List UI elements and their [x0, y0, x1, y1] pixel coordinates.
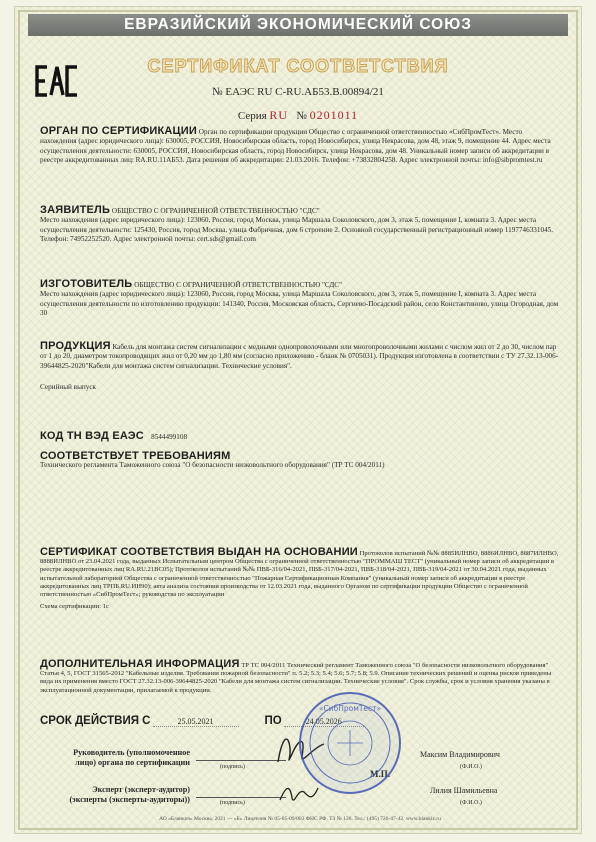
series-label: Серия	[237, 110, 267, 122]
applicant-heading: ЗАЯВИТЕЛЬ	[40, 204, 111, 216]
series-line	[0, 108, 596, 123]
organ-heading: ОРГАН ПО СЕРТИФИКАЦИИ	[40, 125, 197, 137]
requirements-text: Технического регламента Таможенного союза "О безопасности низковольтного оборудования" (ТР ТС 004/2011)	[40, 461, 385, 470]
head-name: Максим Владимирович	[420, 750, 500, 759]
extra-info-text: ТР ТС 004/2011 Технический регламент Таможенного союза "О безопасности низковольтного оборудования" Статья 4, 5, ГОСТ 31565-2012 "Кабельные изделия. Требования пожарной безопасности" п. 5.2; 5.3; 5.4; 5.6; 5.7; 5.8; 5.9. Описание технических решений и оценка рисков приведены вида их применения вместо ГОСТ 27.32.13-006-39644825-2020 "Кабели для монтажа систем сигнализации. Технические условия". Срок службы, срок и условия хранения указаны в эксплуатационной документации, прилагаемой к продукции.	[40, 662, 552, 694]
certification-scheme: Схема сертификации: 1с	[40, 603, 109, 611]
product-text: Кабель для монтажа систем сигнализации с медными однопроволочными или многопроволочными жилами с числом жил от 2 до 30, числом пар от 1 до 20, диаметром токопроводящих жил от 0,20 мм до 1,80 мм (согласно приложению - бланк № 0705031). Продукция изготовлена в соответствии с ТУ 27.32.13-006-39644825-2020"Кабели для монтажа систем сигнализации. Технические условия".	[40, 343, 559, 370]
head-signature-caption: (подпись)	[220, 764, 245, 770]
expert-label	[40, 785, 190, 805]
validity-to-label: ПО	[264, 715, 282, 727]
head-label-line-2: лицо) органа по сертификации	[75, 758, 190, 767]
expert-signature-caption: (подпись)	[220, 800, 245, 806]
footer-text: АО «Бланкиз» Москва, 2021 — «Б» Лицензия № 05-05-09/003 ФНС РФ. ТЗ № 126. Тел.: (495) 726-47-42. www.blankiz.ru	[159, 816, 441, 822]
basis-section	[40, 548, 560, 611]
manufacturer-heading: ИЗГОТОВИТЕЛЬ	[40, 278, 133, 290]
manufacturer-text: Место нахождения (адрес юридического лица): 123060, Россия, город Москва, улица Маршала Соколовского, дом 3, этаж 5, помещение I, комната 3. Адрес места осуществления деятельности по изготовлению продукции: 141340, Россия, Московская область, Сергиево-Посадский район, село Константиново, улица Огородная, дом 30	[40, 290, 559, 318]
expert-label-line-1: Эксперт (эксперт-аудитор)	[92, 785, 190, 794]
series-code: RU	[269, 108, 289, 122]
certification-stamp-icon	[297, 690, 403, 796]
stamp-text: «СибПромТест»	[318, 704, 382, 713]
expert-name-caption: (Ф.И.О.)	[460, 800, 482, 806]
applicant-section	[40, 206, 560, 245]
series-number: 0201011	[309, 108, 359, 122]
applicant-text: Место нахождения (адрес юридического лица): 123060, Россия, город Москва, улица Маршала Соколовского, дом 3, этаж 5, помещение I, комната 3. Адрес места осуществления деятельности: 125430, Россия, город Москва, улица Фабричная, дом 6 строение 2. Основной государственный регистрационный номер 1197746331045. Телефон: 74952252520. Адрес электронной почты: cert.sds@gmail.com	[40, 216, 554, 244]
tnved-code: 8544499108	[151, 433, 188, 441]
tnved-heading: КОД ТН ВЭД ЕАЭС	[40, 430, 144, 442]
series-number-label: №	[296, 110, 307, 122]
basis-text: Протоколов испытаний №№ 8885ИЛНВО, 8886ИЛНВО, 8887ИЛНВО, 8888ИЛНВО от 23.04.2021 года, выданных Испытательным центром Общества с ограниченной ответственностью "ПРОММАШ ТЕСТ" (уникальный номер записи об аккредитации в реестре аккредитованных лиц RA.RU.21ВС05); Протоколов испытаний №№ ПВБ-316/04-2021, ПВБ-317/04-2021, ПВБ-318/04-2021, ПВБ-319/04-2021 от 30.04.2021 года, выданных испытательной лабораторией Общества с ограниченной ответственностью "Пожарная Сертификационная Компания" (уникальный номер записи об аккредитации в реестре аккредитованных лиц ТРПБ.RU.ИН90); акта анализа состояния производства от 12.03.2021 года, выданного Органом по сертификации продукции Общество с ограниченной ответственностью «СибПромТест»; руководства по эксплуатации	[40, 550, 559, 599]
certificate-number: № ЕАЭС RU C-RU.АБ53.В.00894/21	[212, 86, 384, 98]
basis-heading: СЕРТИФИКАТ СООТВЕТСТВИЯ ВЫДАН НА ОСНОВАНИИ	[40, 546, 358, 558]
product-release: Серийный выпуск	[40, 383, 97, 392]
head-label-line-1: Руководитель (уполномоченное	[73, 748, 190, 757]
head-name-caption: (Ф.И.О.)	[460, 764, 482, 770]
head-label	[40, 748, 190, 768]
applicant-name: ОБЩЕСТВО С ОГРАНИЧЕННОЙ ОТВЕТСТВЕННОСТЬЮ "СДС"	[111, 207, 320, 215]
product-section	[40, 342, 560, 393]
manufacturer-section	[40, 280, 560, 319]
requirements-heading: СООТВЕТСТВУЕТ ТРЕБОВАНИЯМ	[40, 450, 231, 462]
expert-name: Лилия Шамильевна	[430, 786, 498, 795]
organ-text: Орган по сертификации продукции Общество с ограниченной ответственностью «СибПромТест». Место нахождения (адрес юридического лица): 630005, РОССИЯ, Новосибирская область, город Новосибирск, улица Некрасова, дом 48, этаж 9, помещение 44. Адрес места осуществления деятельности: 630005, РОССИЯ, Новосибирская область, город Новосибирск, улица Некрасова, дом 48. Уникальный номер записи об аккредитации в реестре аккредитованных лиц: RA.RU.11АБ53. Дата решения об аккредитации: 21.03.2016. Телефон: +73832804258. Адрес электронной почты: info@sibpromtest.ru	[40, 128, 551, 165]
manufacturer-name: ОБЩЕСТВО С ОГРАНИЧЕННОЙ ОТВЕТСТВЕННОСТЬЮ "СДС"	[134, 281, 342, 289]
expert-signature-line	[196, 787, 286, 798]
validity-heading: СРОК ДЕЙСТВИЯ С	[40, 715, 151, 727]
product-heading: ПРОДУКЦИЯ	[40, 340, 111, 352]
certificate-title: СЕРТИФИКАТ СООТВЕТСТВИЯ	[147, 56, 449, 76]
requirements-section	[40, 452, 560, 471]
expert-label-line-2: (эксперты (эксперты-аудиторы))	[69, 795, 190, 804]
union-banner: ЕВРАЗИЙСКИЙ ЭКОНОМИЧЕСКИЙ СОЮЗ	[28, 14, 568, 36]
organ-section	[40, 127, 560, 166]
extra-info-heading: ДОПОЛНИТЕЛЬНАЯ ИНФОРМАЦИЯ	[40, 658, 240, 670]
validity-from: 25.05.2021	[153, 717, 239, 727]
tnved-section	[40, 432, 560, 442]
